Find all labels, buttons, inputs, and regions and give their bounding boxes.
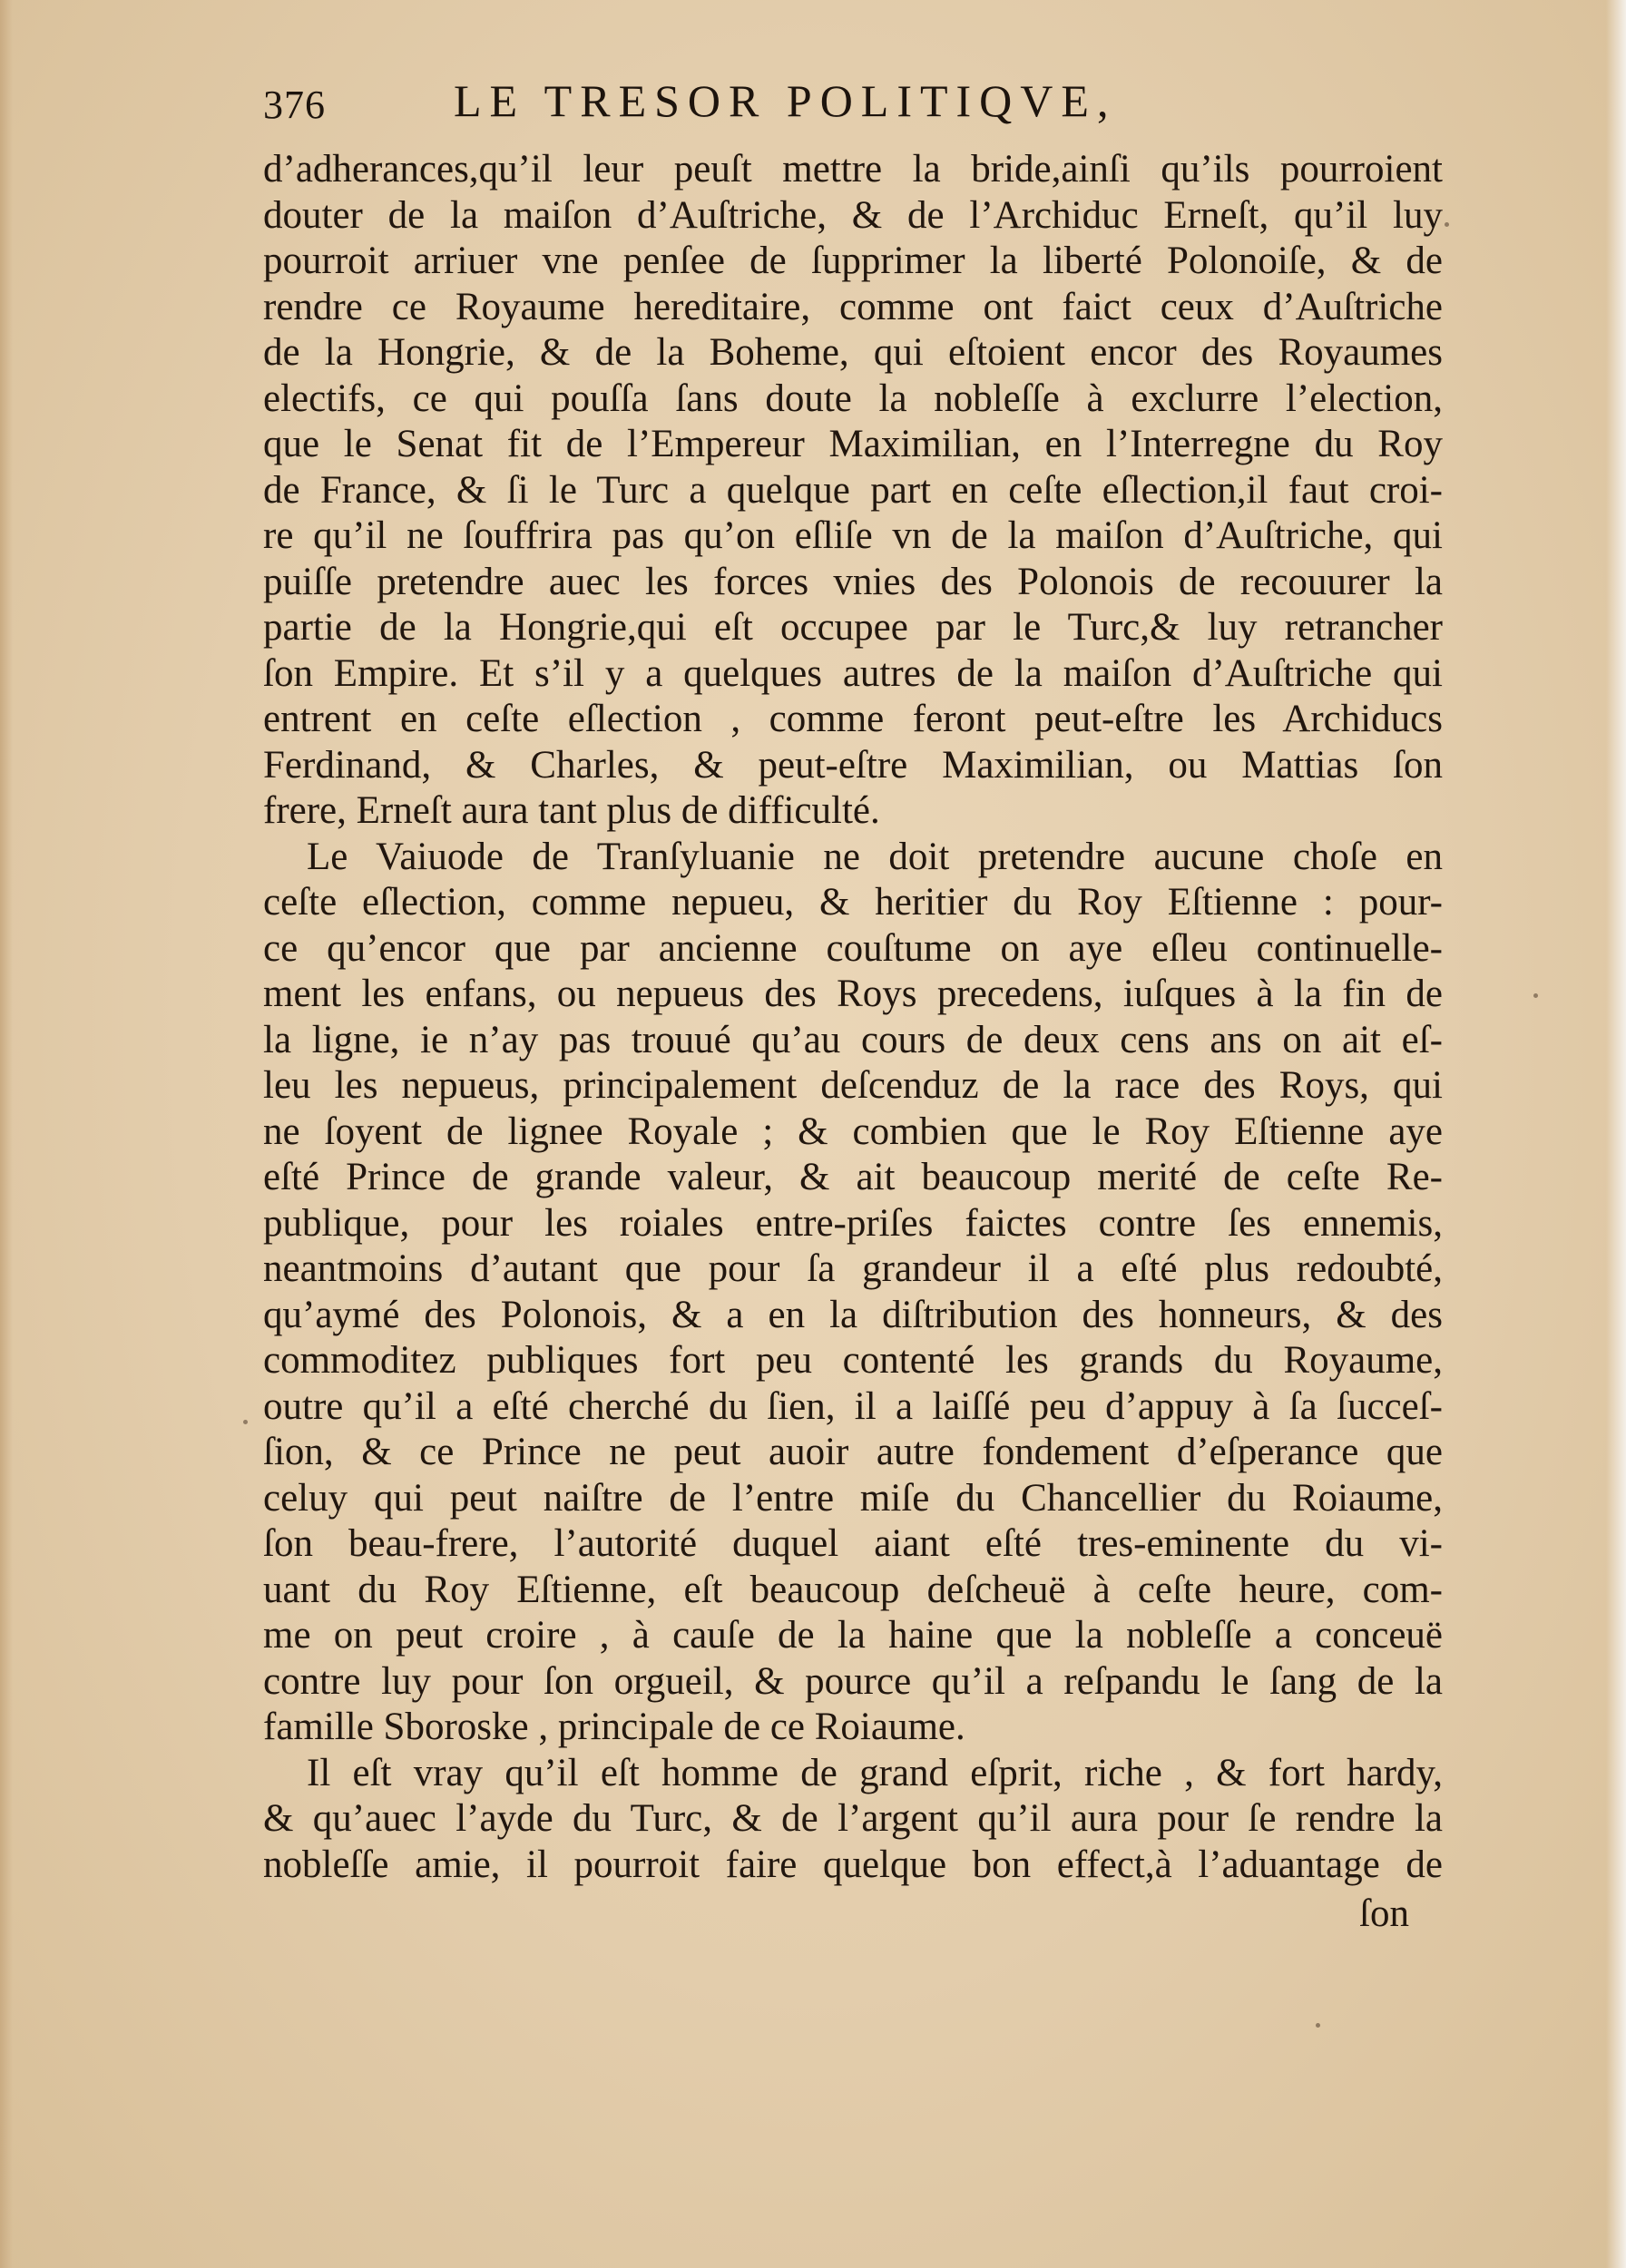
text-line: nobleſſe amie, il pourroit faire quelque bon effect,à l’aduantage de (263, 1843, 1443, 1886)
running-title: LE TRESOR POLITIQVE, (454, 75, 1117, 126)
text-line: famille Sboroske , principale de ce Roiaume. (263, 1706, 965, 1748)
text-line: Il eſt vray qu’il eſt homme de grand eſprit, riche , & fort hardy, (307, 1751, 1443, 1794)
page-number: 376 (263, 83, 326, 127)
text-line: leu les nepueus, principalement deſcenduz de la race des Roys, qui (263, 1064, 1443, 1107)
page-edge-left (0, 0, 13, 2268)
paper-speck (1533, 993, 1538, 998)
page-header (263, 74, 1443, 147)
text-line: qu’aymé des Polonois, & a en la diſtribution des honneurs, & des (263, 1293, 1443, 1336)
text-line: celuy qui peut naiſtre de l’entre miſe du Chancellier du Roiaume, (263, 1476, 1443, 1520)
text-line: ne ſoyent de lignee Royale ; & combien que le Roy Eſtienne aye (263, 1110, 1443, 1153)
text-line: la ligne, ie n’ay pas trouué qu’au cours de deux cens ans on ait eſ- (263, 1018, 1443, 1061)
text-line: ment les enfans, ou nepueus des Roys precedens, iuſques à la fin de (263, 973, 1443, 1015)
text-line: ſion, & ce Prince ne peut auoir autre fondement d’eſperance que (263, 1431, 1443, 1473)
text-line: rendre ce Royaume hereditaire, comme ont faict ceux d’Auſtriche (263, 285, 1443, 328)
text-line: que le Senat fit de l’Empereur Maximilian, en l’Interregne du Roy (263, 423, 1443, 465)
text-line: & qu’auec l’ayde du Turc, & de l’argent qu’il aura pour ſe rendre la (263, 1797, 1443, 1840)
text-line: pourroit arriuer vne penſee de ſupprimer la liberté Polonoiſe, & de (263, 240, 1443, 282)
text-line: frere, Erneſt aura tant plus de difficulté. (263, 789, 880, 832)
text-line: commoditez publiques fort peu contenté les grands du Royaume, (263, 1339, 1443, 1382)
text-line: ceſte eſlection, comme nepueu, & heritier du Roy Eſtienne : pour- (263, 881, 1443, 924)
paper-speck (243, 1420, 248, 1424)
text-line: uant du Roy Eſtienne, eſt beaucoup deſcheuë à ceſte heure, com- (263, 1568, 1443, 1611)
text-line: me on peut croire , à cauſe de la haine que la nobleſſe a conceuë (263, 1614, 1443, 1657)
body-text (263, 147, 1443, 1888)
text-line: publique, pour les roiales entre-priſes faictes contre ſes ennemis, (263, 1201, 1443, 1245)
text-line: puiſſe pretendre auec les forces vnies des Polonois de recouurer la (263, 560, 1443, 603)
text-line: ſon beau-frere, l’autorité duquel aiant eſté tres-eminente du vi- (263, 1522, 1443, 1565)
text-line: entrent en ceſte eſlection , comme feront peut-eſtre les Archiducs (263, 698, 1443, 740)
text-line: partie de la Hongrie,qui eſt occupee par le Turc,& luy retrancher (263, 606, 1443, 649)
page-edge-right (1606, 0, 1626, 2268)
text-line: d’adherances,qu’il leur peuſt mettre la bride,ainſi qu’ils pourroient (263, 148, 1443, 191)
text-line: de France, & ſi le Turc a quelque part en ceſte eſlection,il faut croi- (263, 468, 1443, 512)
text-line: Ferdinand, & Charles, & peut-eſtre Maximilian, ou Mattias ſon (263, 743, 1443, 787)
text-line: ſon Empire. Et s’il y a quelques autres de la maiſon d’Auſtriche qui (263, 651, 1443, 695)
text-line: re qu’il ne ſouffrira pas qu’on eſliſe vn de la maiſon d’Auſtriche, qui (263, 514, 1443, 557)
text-line: contre luy pour ſon orgueil, & pource qu’il a reſpandu le ſang de la (263, 1659, 1443, 1703)
text-line: neantmoins d’autant que pour ſa grandeur il a eſté plus redoubté, (263, 1247, 1443, 1290)
paper-speck (1316, 2023, 1320, 2028)
paper-speck (1445, 222, 1449, 227)
text-line: douter de la maiſon d’Auſtriche, & de l’Archiduc Erneſt, qu’il luy (263, 193, 1443, 237)
text-line: eſté Prince de grande valeur, & ait beaucoup merité de ceſte Re- (263, 1156, 1443, 1198)
text-line: outre qu’il a eſté cherché du ſien, il a laiſſé peu d’appuy à ſa ſucceſ- (263, 1384, 1443, 1428)
text-line: de la Hongrie, & de la Boheme, qui eſtoient encor des Royaumes (263, 331, 1443, 374)
text-line: ce qu’encor que par ancienne couſtume on aye eſleu continuelle- (263, 926, 1443, 970)
text-line: electifs, ce qui pouſſa ſans doute la nobleſſe à exclurre l’election, (263, 376, 1443, 420)
catchword: ſon (1359, 1892, 1409, 1935)
text-line: Le Vaiuode de Tranſyluanie ne doit pretendre aucune choſe en (307, 835, 1443, 878)
